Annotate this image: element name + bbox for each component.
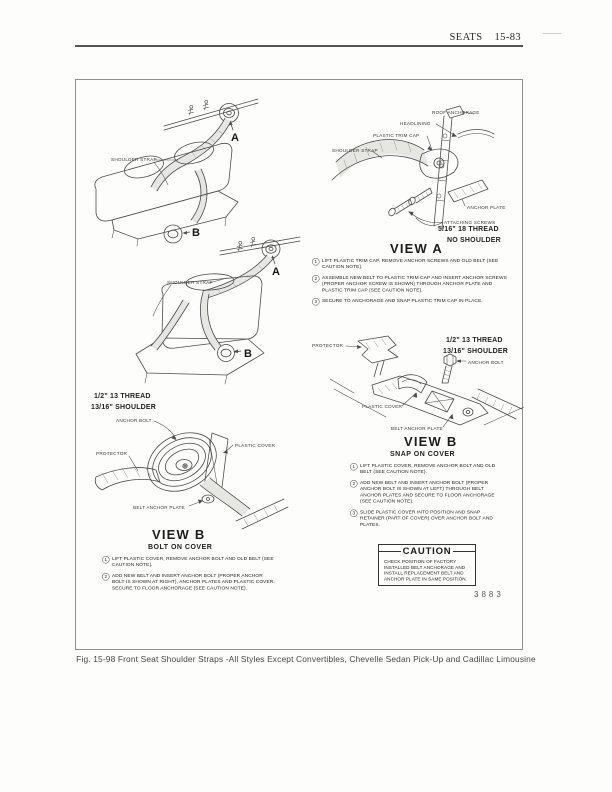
thread-spec-line1: 1/2" 13 THREAD <box>446 337 503 344</box>
step-number: 1 <box>102 556 110 564</box>
caution-text: CHECK POSITION OF FACTORY INSTALLED BELT ANCHORAGE AND INSTALL REPLACEMENT BELT AND ANCHOR PLATE IN SAME POSITION. <box>384 559 468 582</box>
page-header <box>441 32 521 43</box>
step-number: 1 <box>312 258 320 266</box>
step <box>350 509 504 528</box>
step-text: LIFT PLASTIC TRIM CAP, REMOVE ANCHOR SCREWS AND OLD BELT (SEE CAUTION NOTE). <box>322 258 499 270</box>
view-a-title: VIEW A <box>390 241 443 256</box>
step-number: 3 <box>312 298 320 306</box>
step <box>102 556 276 568</box>
belt-anchor-plate-label: BELT ANCHOR PLATE <box>133 504 185 510</box>
step-text: SECURE TO ANCHORAGE AND SNAP PLASTIC TRIM CAP IN PLACE. <box>322 298 483 304</box>
seat-strap-drawing-lower <box>105 232 320 392</box>
protector-label: PROTECTOR <box>312 342 344 348</box>
step-text: ASSEMBLE NEW BELT TO PLASTIC TRIM CAP AND INSERT ANCHOR SCREWS (PROPER ANCHOR SCREW IS SHOWN) THROUGH ANCHOR PLATE AND PLASTIC TRIM CAP (SEE CAUTION NOTE). <box>322 274 507 293</box>
figure-caption: Fig. 15-98 Front Seat Shoulder Straps -All Styles Except Convertibles, Chevelle Sedan Pick-Up and Cadillac Limousine <box>76 654 536 664</box>
belt-reel-drawing <box>88 413 300 535</box>
belt-anchor-plate-label: BELT ANCHOR PLATE <box>391 425 443 431</box>
plastic-cover-label: PLASTIC COVER <box>235 442 276 448</box>
snap-on-steps <box>350 463 504 533</box>
scan-artifact <box>543 33 561 34</box>
no-shoulder-label: NO SHOULDER <box>447 237 501 244</box>
header-section-title: SEATS <box>449 32 483 43</box>
caution-dash-left <box>379 551 401 553</box>
step-number: 2 <box>350 480 358 488</box>
view-b-title: VIEW B <box>152 527 206 542</box>
step-text: ADD NEW BELT AND INSERT ANCHOR BOLT (PROPER ANCHOR BOLT IS SHOWN AT RIGHT), ANCHOR PLATES AND PLASTIC COVER. SECURE TO FLOOR ANCHORAGE (SEE CAUTION NOTE). <box>112 572 275 591</box>
step-number: 2 <box>102 573 110 581</box>
callout-b: B <box>244 348 252 360</box>
step-number: 1 <box>350 463 358 471</box>
caution-box <box>378 544 476 586</box>
bolt-on-steps <box>102 556 276 596</box>
thread-spec-line1: 1/2" 13 THREAD <box>94 393 151 400</box>
shoulder-strap-label: SHOULDER STRAP <box>111 156 157 162</box>
step-text: SLIDE PLASTIC COVER INTO POSITION AND SNAP RETAINER (PART OF COVER) OVER ANCHOR BOLT AND PLATES. <box>360 509 493 528</box>
view-a-steps <box>312 258 512 310</box>
anchor-bolt-label: ANCHOR BOLT <box>116 417 152 423</box>
caution-title: CAUTION <box>402 546 452 557</box>
protector-label: PROTECTOR <box>96 450 128 456</box>
plastic-cover-label: PLASTIC COVER <box>362 403 403 409</box>
plastic-trim-cap-label: PLASTIC TRIM CAP <box>373 132 420 138</box>
view-b-subtitle: SNAP ON COVER <box>390 451 456 458</box>
figure-code: 3883 <box>474 590 504 599</box>
step <box>350 463 504 475</box>
step <box>102 573 276 592</box>
illustration-seat-upper <box>78 86 293 254</box>
step <box>312 298 512 306</box>
step <box>350 480 504 505</box>
step <box>312 258 512 270</box>
callout-b: B <box>192 227 200 239</box>
anchor-bolt-label: ANCHOR BOLT <box>468 359 504 365</box>
step-text: LIFT PLASTIC COVER, REMOVE ANCHOR BOLT AND OLD BELT (SEE CAUTION NOTE). <box>112 556 274 568</box>
illustration-seat-lower <box>105 232 320 392</box>
illustration-view-b-snap-on <box>310 330 525 530</box>
caution-dash-right <box>453 551 475 553</box>
step-text: LIFT PLASTIC COVER, REMOVE ANCHOR BOLT AND OLD BELT (SEE CAUTION NOTE). <box>360 463 496 475</box>
shoulder-strap-label: SHOULDER STRAP <box>332 147 378 153</box>
thread-spec-line2: 13/16" SHOULDER <box>91 404 157 411</box>
header-page-number: 15-83 <box>494 32 521 43</box>
illustration-view-a <box>310 98 522 323</box>
illustration-view-b-bolt-on <box>88 391 300 606</box>
headlining-label: HEADLINING <box>400 120 431 126</box>
header-rule <box>75 45 523 47</box>
step-number: 3 <box>350 509 358 517</box>
shoulder-strap-label: SHOULDER STRAP <box>167 279 213 285</box>
callout-a: A <box>272 266 280 278</box>
caution-header <box>379 546 475 557</box>
callout-a: A <box>231 132 239 144</box>
anchor-plate-label: ANCHOR PLATE <box>467 204 506 210</box>
step-text: ADD NEW BELT AND INSERT ANCHOR BOLT (PROPER ANCHOR BOLT IS SHOWN AT LEFT) THROUGH BELT ANCHOR PLATES AND SECURE TO FLOOR ANCHORAGE (SEE CAUTION NOTE). <box>360 479 495 505</box>
step <box>312 275 512 294</box>
view-b-title: VIEW B <box>404 434 458 449</box>
attaching-screws-label: ATTACHING SCREWS <box>444 219 496 225</box>
view-b-subtitle: BOLT ON COVER <box>148 544 213 551</box>
step-number: 2 <box>312 275 320 283</box>
thread-spec-line2: 13/16" SHOULDER <box>443 348 509 355</box>
roof-anchorage-label: ROOF ANCHORAGE <box>432 109 480 115</box>
thread-spec: 5/16" 18 THREAD <box>438 226 499 233</box>
seat-strap-drawing-upper <box>78 86 293 254</box>
